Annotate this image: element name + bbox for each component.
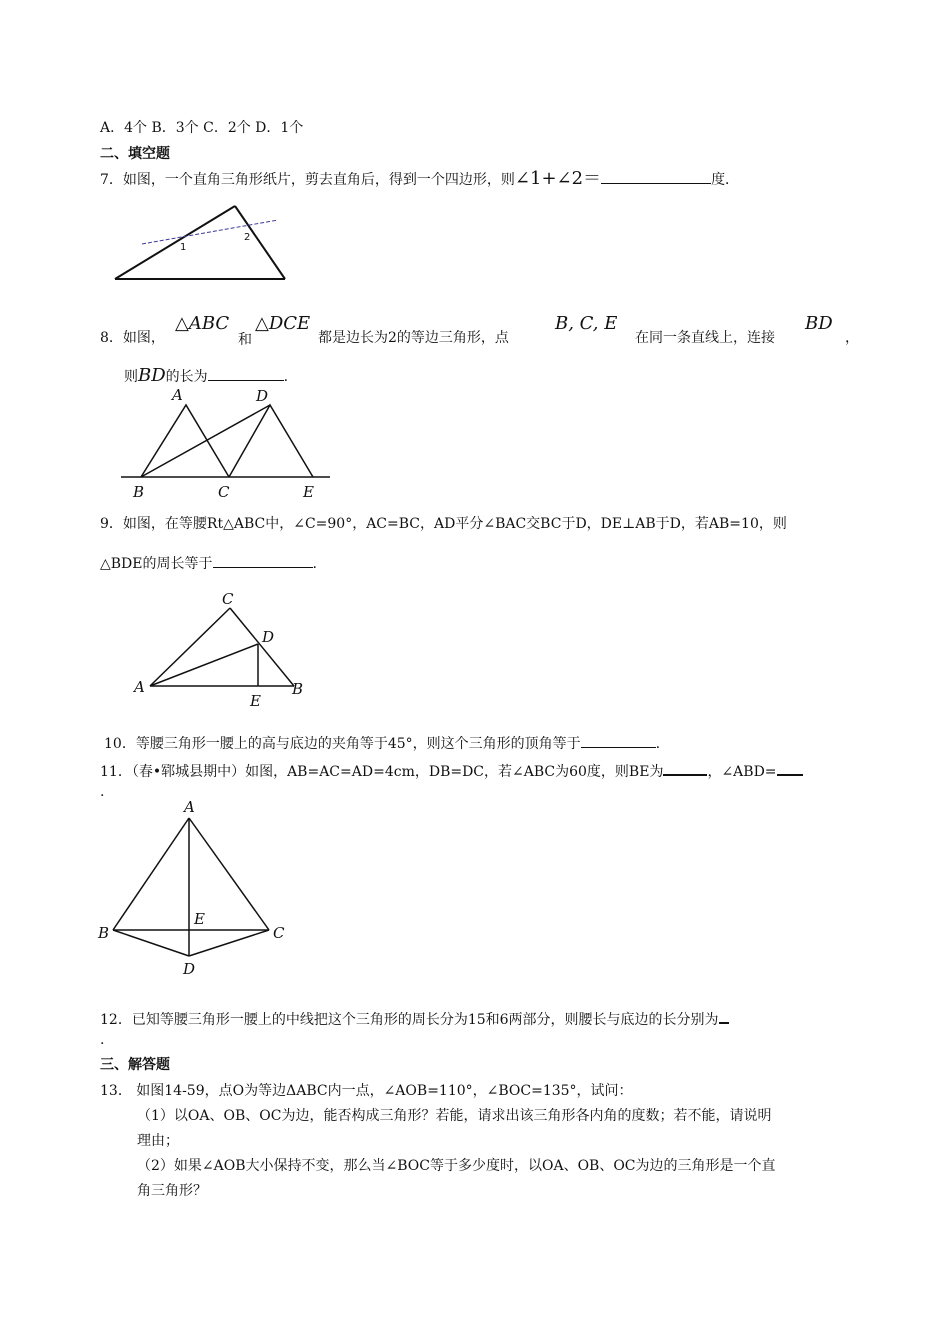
q11-label-b: B bbox=[98, 924, 110, 942]
q11-label-d: D bbox=[183, 960, 196, 978]
q8-label-a: A bbox=[172, 386, 183, 404]
q8-label-b: B bbox=[133, 483, 145, 501]
q7-math: ∠1+∠2＝ bbox=[514, 168, 602, 189]
q13-line5: 角三角形？ bbox=[137, 1183, 207, 1199]
q12-blank bbox=[719, 1008, 729, 1024]
q11-text bbox=[100, 760, 803, 782]
q7-label-2: 2 bbox=[244, 232, 251, 243]
q7-figure bbox=[110, 198, 295, 288]
q9-segment-ad bbox=[150, 644, 258, 686]
q13-line1: 13． 如图14-59，点O为等边ΔABC内一点，∠AOB=110°，∠BOC=135°，试问： bbox=[100, 1083, 633, 1099]
q10-end: . bbox=[655, 736, 661, 752]
q8-mid2: 在同一条直线上，连接 bbox=[635, 330, 775, 346]
q8-points: B, C, E bbox=[555, 313, 618, 334]
q9-side-ac bbox=[150, 608, 230, 686]
q7-text bbox=[100, 169, 739, 190]
q8-segment-bd bbox=[141, 405, 270, 477]
q11-segment-cd bbox=[189, 930, 269, 956]
q11-body: 11．（春•郓城县期中）如图，AB=AC=AD=4cm，DB=DC，若∠ABC为60度，则BE为 bbox=[100, 764, 664, 780]
q11-end: . bbox=[100, 784, 105, 800]
q8-figure bbox=[118, 385, 338, 503]
q8-end: ， bbox=[845, 330, 859, 346]
q9-label-b: B bbox=[292, 680, 304, 698]
q9-line2 bbox=[100, 553, 317, 574]
q9-blank bbox=[213, 553, 313, 568]
q8-label-d: D bbox=[256, 387, 269, 405]
q12-end: . bbox=[100, 1032, 105, 1048]
q6-options: A．4个 B．3个 C．2个 D．1个 bbox=[100, 120, 304, 136]
q7-suffix: 度． bbox=[711, 172, 740, 188]
q8-tri1: △ABC bbox=[175, 313, 230, 334]
q8-mid: 都是边长为2的等边三角形，点 bbox=[318, 330, 509, 346]
q8-and: 和 bbox=[238, 332, 252, 348]
q11-mid: ，∠ABD= bbox=[707, 764, 777, 780]
q10-text bbox=[104, 733, 660, 754]
section-2-title: 二、填空题 bbox=[100, 146, 170, 162]
q8-line1 bbox=[100, 313, 859, 358]
q9-line2-end: . bbox=[312, 556, 317, 572]
q11-label-a: A bbox=[184, 798, 195, 816]
q9-figure bbox=[128, 588, 308, 710]
q11-label-c: C bbox=[273, 924, 285, 942]
q8-label-e: E bbox=[303, 483, 314, 501]
q10-body: 10．等腰三角形一腰上的高与底边的夹角等于45°，则这个三角形的顶角等于 bbox=[104, 736, 581, 752]
q8-blank bbox=[208, 366, 284, 381]
q7-right-side bbox=[235, 206, 285, 279]
q9-line2-prefix: △BDE的周长等于 bbox=[100, 556, 213, 572]
q10-blank bbox=[581, 733, 656, 748]
q8-seg: BD bbox=[805, 313, 833, 334]
q7-prefix: 7．如图，一个直角三角形纸片，剪去直角后，得到一个四边形，则 bbox=[100, 172, 515, 188]
q8-triangle-abc bbox=[141, 405, 229, 477]
q12-body: 12．已知等腰三角形一腰上的中线把这个三角形的周长分为15和6两部分，则腰长与底边的长分别为 bbox=[100, 1012, 719, 1028]
q9-label-e: E bbox=[250, 692, 261, 710]
q11-segment-bd bbox=[113, 930, 189, 956]
q7-label-1: 1 bbox=[180, 242, 187, 253]
q12-text bbox=[100, 1008, 729, 1030]
q11-label-e: E bbox=[194, 910, 205, 928]
q11-blank-abd bbox=[777, 760, 803, 776]
q8-prefix: 8．如图， bbox=[100, 330, 165, 346]
q8-line2-end: . bbox=[283, 369, 289, 385]
section-3-title: 三、解答题 bbox=[100, 1057, 170, 1073]
q11-side-ab bbox=[113, 818, 189, 930]
q8-line2-prefix: 则 bbox=[124, 369, 138, 385]
q7-left-side bbox=[115, 206, 235, 279]
q8-label-c: C bbox=[218, 483, 230, 501]
q11-figure bbox=[96, 798, 292, 980]
q13-line4: （2）如果∠AOB大小保持不变，那么当∠BOC等于多少度时，以OA、OB、OC为边的三角形是一个直 bbox=[137, 1158, 776, 1174]
q7-blank bbox=[601, 169, 711, 184]
q8-tri2: △DCE bbox=[255, 313, 311, 334]
q9-label-a: A bbox=[134, 678, 145, 696]
q9-label-c: C bbox=[222, 590, 234, 608]
q13-line3: 理由； bbox=[137, 1133, 179, 1149]
q11-blank-be bbox=[663, 760, 707, 776]
q8-line2-seg: BD bbox=[138, 365, 166, 386]
q8-line2-suffix: 的长为 bbox=[165, 369, 208, 385]
q9-line1: 9．如图，在等腰Rt△ABC中，∠C=90°，AC=BC，AD平分∠BAC交BC于D，DE⊥AB于D，若AB=10，则 bbox=[100, 516, 787, 532]
q8-triangle-dce bbox=[229, 405, 313, 477]
q9-side-cb bbox=[230, 608, 294, 686]
q9-label-d: D bbox=[262, 628, 275, 646]
q13-line2: （1）以OA、OB、OC为边，能否构成三角形？若能，请求出该三角形各内角的度数；若不能，请说明 bbox=[137, 1108, 772, 1124]
q8-line2 bbox=[124, 366, 288, 387]
